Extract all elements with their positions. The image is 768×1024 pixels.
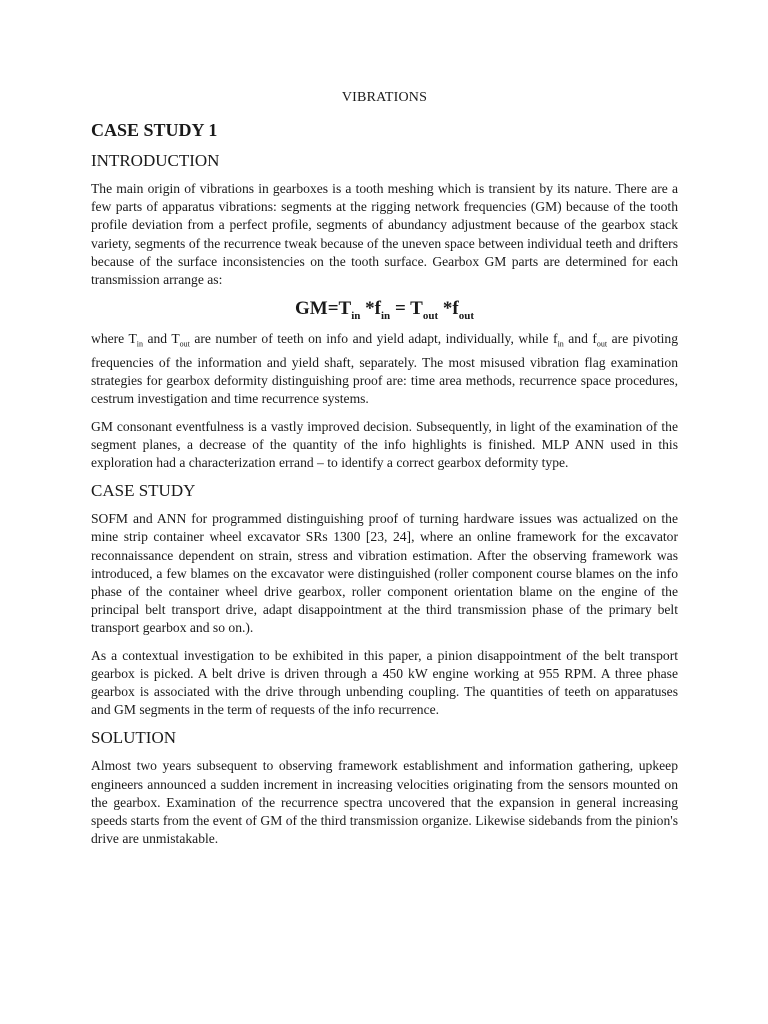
text-subscript: in bbox=[557, 339, 564, 349]
introduction-heading: INTRODUCTION bbox=[91, 151, 220, 170]
text-run: are pivoting frequencies of the information and yield shaft, separately. The most misused vibration flag examination strategies for gearbox deformity distinguishing proof are: time area methods, recurrence space procedures, cestrum investigation and time recurrence systems. bbox=[91, 331, 679, 407]
formula-subscript: in bbox=[381, 310, 391, 323]
formula-part: = T bbox=[390, 298, 423, 320]
text-subscript: out bbox=[596, 339, 608, 349]
text-run: are number of teeth on info and yield adapt, individually, while f bbox=[189, 331, 558, 347]
document-page bbox=[91, 90, 678, 857]
case-study-paragraph-1: SOFM and ANN for programmed distinguishing proof of turning hardware issues was actualized on the mine strip container wheel excavator SRs 1300 [23, 24], where an online framework for the excavator reconnaissance dependent on strain, stress and vibration estimation. After the observing framework was introduced, a few blames on the excavator were distinguished (roller component course blames on the info phase of the container wheel drive gearbox, roller component orientation blame on the engine of the principal belt transport drive, adapt disappointment at the third transmission phase of the primary belt transport gearbox and so on.). bbox=[91, 511, 678, 636]
text-run: where T bbox=[91, 331, 137, 347]
text-subscript: in bbox=[136, 339, 143, 349]
solution-paragraph: Almost two years subsequent to observing framework establishment and information gathering, upkeep engineers announced a sudden increment in increasing velocities originating from the sensors mounted on the gearbox. Examination of the recurrence spectra uncovered that the expansion in general increasing speeds starts from the event of GM of the third transmission organize. Likewise sidebands from the pinion's drive are unmistakable. bbox=[91, 758, 678, 847]
case-study-paragraph-2: As a contextual investigation to be exhibited in this paper, a pinion disappointment of the belt transport gearbox is picked. A belt drive is driven through a 450 kW engine working at 955 RPM. A three phase gearbox is associated with the drive through unbending coupling. The quantities of teeth on apparatuses and GM segments in the term of requests of the info recurrence. bbox=[91, 647, 678, 718]
text-run: and T bbox=[142, 331, 180, 347]
formula-subscript: out bbox=[422, 310, 439, 323]
formula-part: *f bbox=[360, 298, 381, 320]
text-run: and f bbox=[563, 331, 597, 347]
solution-heading: SOLUTION bbox=[91, 728, 176, 748]
formula-part: GM=T bbox=[295, 298, 352, 320]
case-study-heading: CASE STUDY bbox=[91, 481, 196, 501]
formula-explanation-paragraph bbox=[91, 330, 678, 409]
formula-subscript: out bbox=[458, 310, 474, 323]
text-subscript: out bbox=[179, 339, 190, 349]
gm-consonant-paragraph: GM consonant eventfulness is a vastly improved decision. Subsequently, in light of the examination of the segment planes, a decrease of the quantity of the info highlights is finished. MLP ANN used in this exploration had a characterization errand – to identify a correct gearbox deformity type. bbox=[91, 418, 678, 470]
formula-subscript: in bbox=[351, 310, 361, 323]
formula-part: *f bbox=[438, 298, 459, 320]
introduction-paragraph: The main origin of vibrations in gearboxes is a tooth meshing which is transient by its nature. There are a few parts of apparatus vibrations: segments at the rigging network frequencies (GM) because of the tooth profile deviation from a perfect profile, segments of abundancy adjustment because of the gearbox stack variety, segments of the recurrence tweak because of the uneven space between individual teeth and drifters because of the surface inconsistencies on the tooth surface. Gearbox GM parts are determined for each transmission arrange as: bbox=[91, 181, 678, 288]
document-title: VIBRATIONS bbox=[341, 90, 428, 105]
case-study-1-heading: CASE STUDY 1 bbox=[91, 120, 218, 140]
gm-formula bbox=[91, 298, 678, 322]
